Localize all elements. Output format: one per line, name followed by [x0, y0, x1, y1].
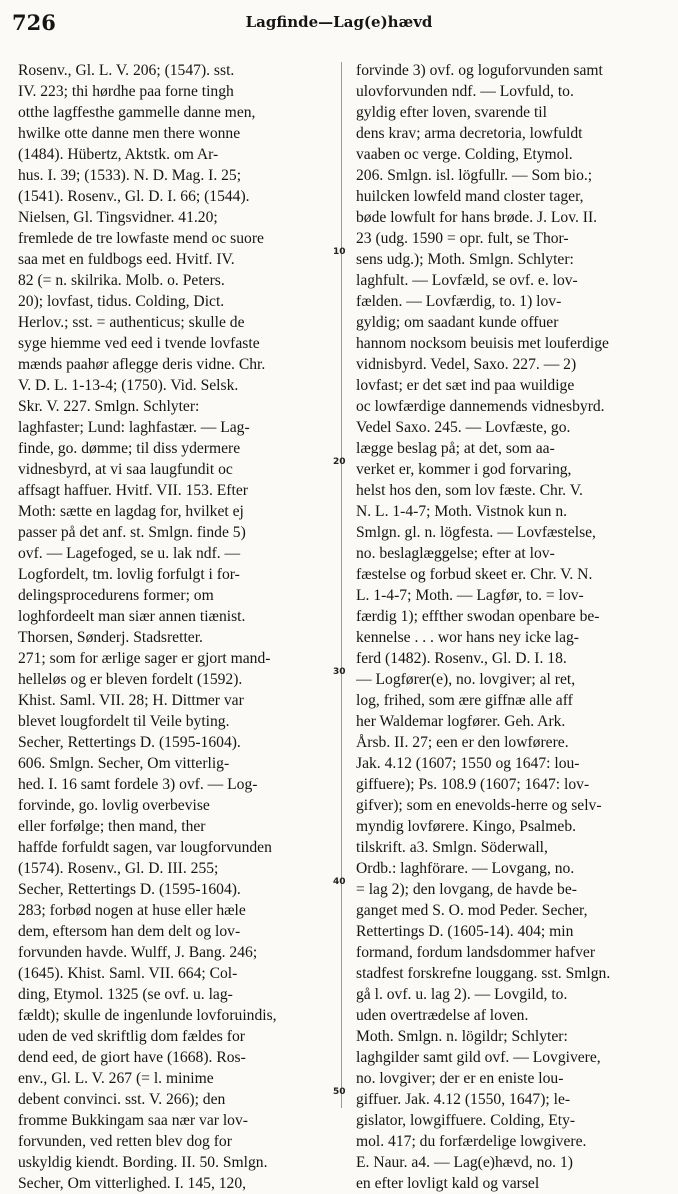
page-number: 726: [12, 9, 56, 35]
right-column-line: helst hos den, som lov fæste. Chr. V.: [356, 482, 583, 499]
right-column-line: hannom nocksom beuisis met louferdige: [356, 335, 609, 352]
right-column-line: uden overtrædelse af loven.: [356, 1007, 529, 1024]
left-column-line: V. D. L. 1-13-4; (1750). Vid. Selsk.: [18, 377, 239, 394]
right-column-line: Årsb. II. 27; een er den lowførere.: [356, 734, 569, 751]
right-column-line: E. Naur. a4. — Lag(e)hævd, no. 1): [356, 1154, 573, 1171]
right-column-line: sens udg.); Moth. Smlgn. Schlyter:: [356, 251, 574, 268]
right-column-line: Smlgn. gl. n. lögfesta. — Lovfæstelse,: [356, 524, 596, 541]
left-column-line: passer på det anf. st. Smlgn. finde 5): [18, 524, 246, 541]
right-column-line: Rettertings D. (1605-14). 404; min: [356, 923, 574, 940]
right-column-line: her Waldemar logfører. Geh. Ark.: [356, 713, 566, 730]
left-column-line: Logfordelt, tm. lovlig forfulgt i for-: [18, 566, 240, 583]
left-column-line: Herlov.; sst. = authenticus; skulle de: [18, 314, 245, 331]
left-column-line: Khist. Saml. VII. 28; H. Dittmer var: [18, 692, 244, 709]
left-column-line: forvinde, go. lovlig overbevise: [18, 797, 210, 814]
left-column-line: uskyldig kiendt. Bording. II. 50. Smlgn.: [18, 1154, 268, 1171]
left-column-line: Secher, Rettertings D. (1595-1604).: [18, 734, 241, 751]
right-column-line: en efter lovligt kald og varsel: [356, 1175, 540, 1192]
right-column-line: giffuer. Jak. 4.12 (1550, 1647); le-: [356, 1091, 571, 1108]
left-column-line: delingsprocedurens former; om: [18, 587, 214, 604]
line-number-40: 40: [333, 877, 346, 887]
left-column-line: forvunden havde. Wulff, J. Bang. 246;: [18, 944, 258, 961]
right-column-line: fælden. — Lovfærdig, to. 1) lov-: [356, 293, 562, 310]
right-column-line: laghgilder samt gild ovf. — Lovgivere,: [356, 1049, 601, 1066]
left-column-line: otthe lagffesthe gammelle danne men,: [18, 104, 256, 121]
left-column-line: hed. I. 16 samt fordele 3) ovf. — Log-: [18, 776, 258, 793]
right-column-line: gifver); som en enevolds-herre og selv-: [356, 797, 602, 814]
right-column-line: vaaben oc verge. Colding, Etymol.: [356, 146, 573, 163]
right-column-line: fæstelse og forbud skeet er. Chr. V. N.: [356, 566, 593, 583]
left-column-line: hus. I. 39; (1533). N. D. Mag. I. 25;: [18, 167, 242, 184]
left-column-line: vidnesbyrd, at vi saa laugfundit oc: [18, 461, 233, 478]
left-column-line: Rosenv., Gl. L. V. 206; (1547). sst.: [18, 62, 235, 79]
left-column-line: 271; som for ærlige sager er gjort mand-: [18, 650, 271, 667]
left-column-line: affsagt haffuer. Hvitf. VII. 153. Efter: [18, 482, 248, 499]
page-header: [12, 6, 666, 38]
left-column-line: eller forfølge; then mand, ther: [18, 818, 206, 835]
right-column-line: — Logfører(e), no. lovgiver; al ret,: [356, 671, 576, 688]
right-column: [356, 60, 668, 1194]
left-column-line: fromme Bukkingam saa nær var lov-: [18, 1112, 248, 1129]
left-column-line: Secher, Om vitterlighed. I. 145, 120,: [18, 1175, 247, 1192]
right-column-line: Jak. 4.12 (1607; 1550 og 1647: lou-: [356, 755, 580, 772]
right-column-line: gå l. ovf. u. lag 2). — Lovgild, to.: [356, 986, 568, 1003]
left-column-line: Thorsen, Sønderj. Stadsretter.: [18, 629, 203, 646]
line-number-20: 20: [333, 457, 346, 467]
left-column-line: 20); lovfast, tidus. Colding, Dict.: [18, 293, 225, 310]
running-head: Lagfinde—Lag(e)hævd: [245, 13, 433, 31]
line-number-10: 10: [333, 247, 346, 257]
column-divider: [341, 62, 342, 1108]
right-column-line: mol. 417; du forfærdelige lowgivere.: [356, 1133, 587, 1150]
left-column-line: Moth: sætte en lagdag for, hvilket ej: [18, 503, 244, 520]
left-column-line: (1645). Khist. Saml. VII. 664; Col-: [18, 965, 238, 982]
right-column-line: dens krav; arma decretoria, lowfuldt: [356, 125, 583, 142]
right-column-line: tilskrift. a3. Smlgn. Söderwall,: [356, 839, 548, 856]
line-number-50: 50: [333, 1087, 346, 1097]
right-column-line: laghfult. — Lovfæld, se ovf. e. lov-: [356, 272, 578, 289]
left-column-line: fældt); skulle de ingenlunde lovforuindis,: [18, 1007, 277, 1024]
left-column-line: blevet lougfordelt til Veile byting.: [18, 713, 230, 730]
right-column-line: giffuere); Ps. 108.9 (1607; 1647: lov-: [356, 776, 590, 793]
right-column-line: ulovforvunden ndf. — Lovfuld, to.: [356, 83, 574, 100]
right-column-line: 23 (udg. 1590 = opr. fult, se Thor-: [356, 230, 569, 247]
right-column-line: lovfast; er det sæt ind paa wuildige: [356, 377, 575, 394]
left-column-line: helleløs og er bleven fordelt (1592).: [18, 671, 243, 688]
right-column-line: L. 1-4-7; Moth. — Lagfør, to. = lov-: [356, 587, 584, 604]
left-column-line: ding, Etymol. 1325 (se ovf. u. lag-: [18, 986, 233, 1003]
right-column-line: stadfest forskrefne louggang. sst. Smlgn.: [356, 965, 611, 982]
left-column-line: uden de ved skriftlig dom fældes for: [18, 1028, 245, 1045]
right-column-line: Vedel Saxo. 245. — Lovfæste, go.: [356, 419, 571, 436]
left-column-line: Skr. V. 227. Smlgn. Schlyter:: [18, 398, 200, 415]
right-column-line: 206. Smlgn. isl. lögfullr. — Som bio.;: [356, 167, 593, 184]
left-column-line: env., Gl. L. V. 267 (= l. minime: [18, 1070, 214, 1087]
right-column-line: kennelse . . . wor hans ney icke lag-: [356, 629, 580, 646]
left-column-line: hwilke otte danne men there wonne: [18, 125, 241, 142]
right-column-line: Ordb.: laghförare. — Lovgang, no.: [356, 860, 575, 877]
right-column-line: ganget med S. O. mod Peder. Secher,: [356, 902, 588, 919]
right-column-line: forvinde 3) ovf. og loguforvunden samt: [356, 62, 603, 79]
left-column-line: loghfordeelt man siær annen tiænist.: [18, 608, 246, 625]
right-column-line: no. beslaglæggelse; efter at lov-: [356, 545, 555, 562]
right-column-line: no. lovgiver; der er en eniste lou-: [356, 1070, 564, 1087]
right-column-line: = lag 2); den lovgang, de havde be-: [356, 881, 577, 898]
left-column-line: finde, go. dømme; til diss ydermere: [18, 440, 241, 457]
left-column-line: saa met en fuldbogs eed. Hvitf. IV.: [18, 251, 235, 268]
left-column-line: dem, eftersom han dem delt og lov-: [18, 923, 241, 940]
right-column-line: verket er, kommer i god forvaring,: [356, 461, 572, 478]
left-column-line: (1484). Hübertz, Aktstk. om Ar-: [18, 146, 219, 163]
left-column-line: (1541). Rosenv., Gl. D. I. 66; (1544).: [18, 188, 250, 205]
left-column-line: fremlede de tre lowfaste mend oc suore: [18, 230, 264, 247]
left-column-line: debent convinci. sst. V. 266); den: [18, 1091, 226, 1108]
right-column-line: lægge beslag på; at det, som aa-: [356, 440, 555, 457]
right-column-line: gyldig efter loven, svarende til: [356, 104, 547, 121]
left-column-line: haffde forfuldt sagen, var lougforvunden: [18, 839, 272, 856]
right-column-line: N. L. 1-4-7; Moth. Vistnok kun n.: [356, 503, 568, 520]
left-column-line: 82 (= n. skilrika. Molb. o. Peters.: [18, 272, 225, 289]
right-column-line: myndig lovførere. Kingo, Psalmeb.: [356, 818, 577, 835]
left-column-line: (1574). Rosenv., Gl. D. III. 255;: [18, 860, 219, 877]
right-column-line: Moth. Smlgn. n. lögildr; Schlyter:: [356, 1028, 568, 1045]
right-column-line: huilcken lowfeld mand closter tager,: [356, 188, 584, 205]
left-column-line: mænds paahør aflegge deris vidne. Chr.: [18, 356, 266, 373]
left-column: [18, 60, 326, 1194]
right-column-line: oc lowfærdige dannemends vidnesbyrd.: [356, 398, 605, 415]
left-column-line: IV. 223; thi hørdhe paa forne tingh: [18, 83, 234, 100]
left-column-line: forvunden, ved retten blev dog for: [18, 1133, 232, 1150]
right-column-line: gyldig; om saadant kunde offuer: [356, 314, 559, 331]
right-column-line: ferd (1482). Rosenv., Gl. D. I. 18.: [356, 650, 567, 667]
right-column-line: bøde lowfult for hans brøde. J. Lov. II.: [356, 209, 598, 226]
right-column-line: vidnisbyrd. Vedel, Saxo. 227. — 2): [356, 356, 577, 373]
right-column-line: log, frihed, som ære giffnæ alle aff: [356, 692, 573, 709]
left-column-line: syge hiemme ved eed i tvende lovfaste: [18, 335, 260, 352]
line-number-30: 30: [333, 667, 346, 677]
left-column-line: 283; forbød nogen at huse eller hæle: [18, 902, 246, 919]
right-column-line: formand, fordum landsdommer hafver: [356, 944, 596, 961]
left-column-line: 606. Smlgn. Secher, Om vitterlig-: [18, 755, 230, 772]
left-column-line: ovf. — Lagefoged, se u. lak ndf. —: [18, 545, 241, 562]
left-column-line: laghfaster; Lund: laghfastær. — Lag-: [18, 419, 250, 436]
left-column-line: Nielsen, Gl. Tingsvidner. 41.20;: [18, 209, 218, 226]
left-column-line: Secher, Rettertings D. (1595-1604).: [18, 881, 241, 898]
right-column-line: færdig 1); effther swodan openbare be-: [356, 608, 600, 625]
right-column-line: gislator, lowgiffuere. Colding, Ety-: [356, 1112, 576, 1129]
left-column-line: dend eed, de giort have (1668). Ros-: [18, 1049, 246, 1066]
